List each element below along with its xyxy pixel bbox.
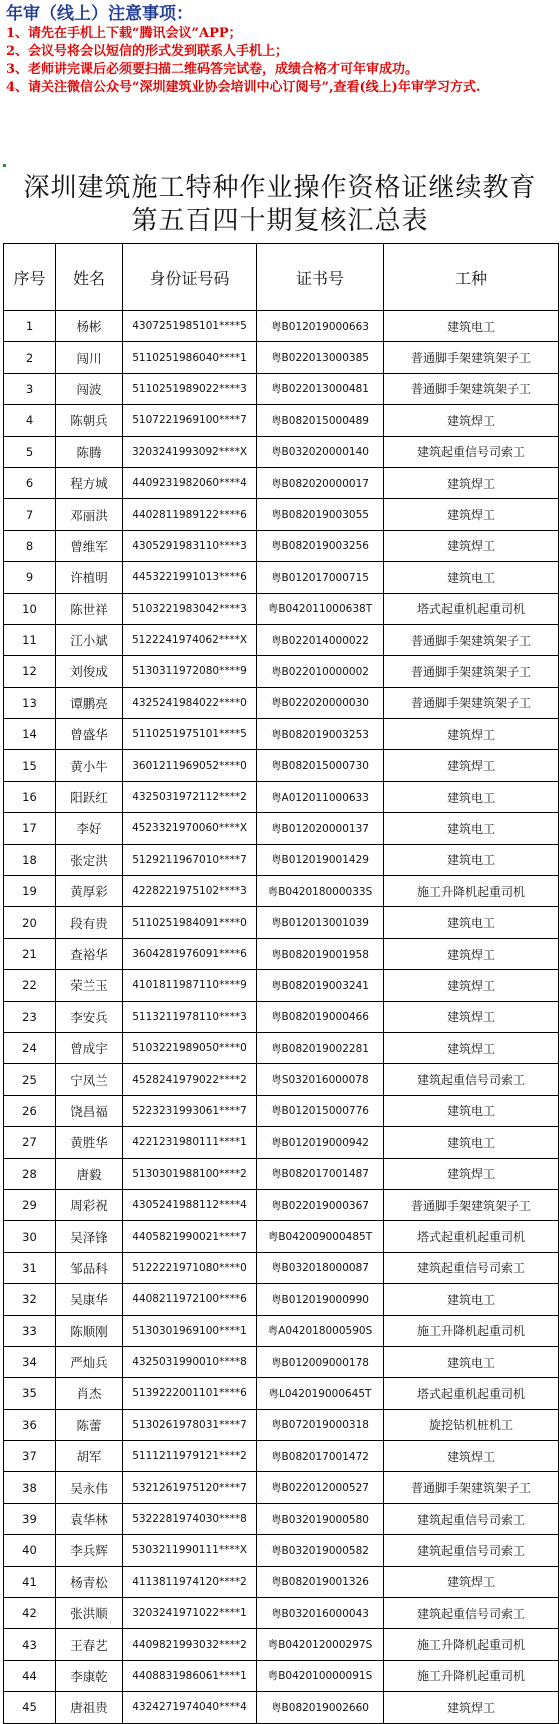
table-row <box>4 1064 559 1095</box>
cell-id-number: 4405821990021****7 <box>123 1221 257 1252</box>
cell-seq: 17 <box>4 813 56 844</box>
cell-certificate-number: 粤B032018000087 <box>257 1252 384 1283</box>
cell-name: 李好 <box>56 813 123 844</box>
table-row <box>4 907 559 938</box>
cell-job-type: 施工升降机起重司机 <box>384 1315 559 1346</box>
cell-id-number: 5110251975101****5 <box>123 719 257 750</box>
cell-name: 程方城 <box>56 467 123 498</box>
cell-id-number: 5122241974062****X <box>123 624 257 655</box>
cell-job-type: 建筑焊工 <box>384 467 559 498</box>
cell-id-number: 5130301969100****1 <box>123 1315 257 1346</box>
cell-id-number: 4221231980111****1 <box>123 1127 257 1158</box>
cell-id-number: 5113211978110****3 <box>123 1001 257 1032</box>
table-header-row <box>4 244 559 311</box>
cell-seq: 13 <box>4 687 56 718</box>
header-job-type: 工种 <box>384 244 559 311</box>
cell-seq: 22 <box>4 970 56 1001</box>
table-row <box>4 1189 559 1220</box>
cell-id-number: 3203241971022****1 <box>123 1598 257 1629</box>
cell-certificate-number: 粤B082019003256 <box>257 530 384 561</box>
cell-seq: 4 <box>4 405 56 436</box>
cell-certificate-number: 粤B042018000033S <box>257 876 384 907</box>
cell-id-number: 5129211967010****7 <box>123 844 257 875</box>
cell-name: 李兵辉 <box>56 1535 123 1566</box>
cell-name: 李安兵 <box>56 1001 123 1032</box>
header-name: 姓名 <box>56 244 123 311</box>
cell-id-number: 4307251985101****5 <box>123 311 257 342</box>
table-row <box>4 876 559 907</box>
cell-seq: 40 <box>4 1535 56 1566</box>
cell-certificate-number: 粤S032016000078 <box>257 1064 384 1095</box>
cell-name: 许植明 <box>56 562 123 593</box>
cell-job-type: 建筑起重信号司索工 <box>384 1535 559 1566</box>
cell-name: 陈朝兵 <box>56 405 123 436</box>
cell-certificate-number: 粤B012013001039 <box>257 907 384 938</box>
table-row <box>4 467 559 498</box>
table-row <box>4 1441 559 1472</box>
cell-job-type: 施工升降机起重司机 <box>384 1660 559 1691</box>
cell-certificate-number: 粤B022012000527 <box>257 1472 384 1503</box>
cell-certificate-number: 粤B082019001326 <box>257 1566 384 1597</box>
table-row <box>4 1284 559 1315</box>
cell-certificate-number: 粤B082019003055 <box>257 499 384 530</box>
table-row <box>4 1221 559 1252</box>
cell-seq: 15 <box>4 750 56 781</box>
cell-certificate-number: 粤B012019000942 <box>257 1127 384 1158</box>
cell-name: 吴康华 <box>56 1284 123 1315</box>
notice-section <box>6 3 556 97</box>
cell-id-number: 4305241988112****4 <box>123 1189 257 1220</box>
cell-certificate-number: 粤B082015000489 <box>257 405 384 436</box>
cell-id-number: 5322281974030****8 <box>123 1503 257 1534</box>
table-row <box>4 1598 559 1629</box>
cell-certificate-number: 粤B072019000318 <box>257 1409 384 1440</box>
cell-job-type: 建筑电工 <box>384 813 559 844</box>
cell-job-type: 塔式起重机起重司机 <box>384 1378 559 1409</box>
cell-certificate-number: 粤B022013000385 <box>257 342 384 373</box>
cell-id-number: 4325031990010****8 <box>123 1346 257 1377</box>
notice-title: 年审（线上）注意事项： <box>6 4 193 24</box>
cell-seq: 41 <box>4 1566 56 1597</box>
cell-name: 黄小牛 <box>56 750 123 781</box>
cell-seq: 39 <box>4 1503 56 1534</box>
cell-name: 邓丽洪 <box>56 499 123 530</box>
cell-id-number: 5130301988100****2 <box>123 1158 257 1189</box>
cell-job-type: 普通脚手架建筑架子工 <box>384 342 559 373</box>
cell-name: 周彩祝 <box>56 1189 123 1220</box>
notice-line: 2、会议号将会以短信的形式发到联系人手机上； <box>6 44 289 59</box>
cell-job-type: 建筑起重信号司索工 <box>384 1064 559 1095</box>
cell-job-type: 建筑电工 <box>384 311 559 342</box>
cell-certificate-number: 粤B032019000582 <box>257 1535 384 1566</box>
cell-name: 段有贵 <box>56 907 123 938</box>
cell-certificate-number: 粤B022019000367 <box>257 1189 384 1220</box>
table-row <box>4 1378 559 1409</box>
cell-id-number: 4228221975102****3 <box>123 876 257 907</box>
cell-id-number: 3203241993092****X <box>123 436 257 467</box>
cell-seq: 24 <box>4 1032 56 1063</box>
cell-id-number: 3604281976091****6 <box>123 938 257 969</box>
cell-job-type: 建筑焊工 <box>384 530 559 561</box>
cell-certificate-number: 粤B022013000481 <box>257 373 384 404</box>
cell-job-type: 建筑焊工 <box>384 499 559 530</box>
table-row <box>4 938 559 969</box>
table-row <box>4 405 559 436</box>
cell-seq: 7 <box>4 499 56 530</box>
cell-name: 王春艺 <box>56 1629 123 1660</box>
cell-id-number: 4409231982060****4 <box>123 467 257 498</box>
cell-name: 陈蕾 <box>56 1409 123 1440</box>
table-row <box>4 970 559 1001</box>
table-row <box>4 499 559 530</box>
cell-certificate-number: 粤B042011000638T <box>257 593 384 624</box>
cell-certificate-number: 粤B022020000030 <box>257 687 384 718</box>
cell-seq: 21 <box>4 938 56 969</box>
cell-job-type: 建筑电工 <box>384 1127 559 1158</box>
cell-job-type: 旋挖钻机桩机工 <box>384 1409 559 1440</box>
table-row <box>4 1127 559 1158</box>
cell-id-number: 4324271974040****4 <box>123 1692 257 1723</box>
cell-id-number: 5321261975120****7 <box>123 1472 257 1503</box>
cell-name: 肖杰 <box>56 1378 123 1409</box>
summary-table <box>3 243 559 1724</box>
cell-certificate-number: 粤B082017001472 <box>257 1441 384 1472</box>
cell-seq: 28 <box>4 1158 56 1189</box>
cell-job-type: 建筑电工 <box>384 1095 559 1126</box>
cell-name: 邹品科 <box>56 1252 123 1283</box>
cell-seq: 12 <box>4 656 56 687</box>
cell-id-number: 5139222001101****6 <box>123 1378 257 1409</box>
cell-id-number: 4408831986061****1 <box>123 1660 257 1691</box>
cell-seq: 23 <box>4 1001 56 1032</box>
cell-id-number: 4453221991013****6 <box>123 562 257 593</box>
cell-seq: 29 <box>4 1189 56 1220</box>
cell-name: 黄胜华 <box>56 1127 123 1158</box>
table-row <box>4 1001 559 1032</box>
cell-seq: 16 <box>4 781 56 812</box>
cell-name: 查裕华 <box>56 938 123 969</box>
notice-line: 3、老师讲完课后必须要扫描二维码答完试卷，成绩合格才可年审成功。 <box>6 62 419 77</box>
cell-seq: 36 <box>4 1409 56 1440</box>
cell-job-type: 塔式起重机起重司机 <box>384 593 559 624</box>
cell-seq: 6 <box>4 467 56 498</box>
cell-name: 杨彬 <box>56 311 123 342</box>
cell-name: 唐祖贵 <box>56 1692 123 1723</box>
cell-seq: 44 <box>4 1660 56 1691</box>
cell-id-number: 4305291983110****3 <box>123 530 257 561</box>
table-row <box>4 342 559 373</box>
cell-name: 刘俊成 <box>56 656 123 687</box>
cell-name: 胡军 <box>56 1441 123 1472</box>
cell-certificate-number: 粤A042018000590S <box>257 1315 384 1346</box>
cell-job-type: 普通脚手架建筑架子工 <box>384 373 559 404</box>
cell-job-type: 施工升降机起重司机 <box>384 1629 559 1660</box>
cell-job-type: 施工升降机起重司机 <box>384 876 559 907</box>
cell-certificate-number: 粤B042009000485T <box>257 1221 384 1252</box>
table-row <box>4 1346 559 1377</box>
cell-certificate-number: 粤B082019003241 <box>257 970 384 1001</box>
cell-job-type: 建筑焊工 <box>384 1032 559 1063</box>
table-row <box>4 1692 559 1723</box>
table-row <box>4 593 559 624</box>
page-subtitle: 第五百四十期复核汇总表 <box>131 206 429 236</box>
cell-seq: 14 <box>4 719 56 750</box>
table-row <box>4 1566 559 1597</box>
header-seq: 序号 <box>4 244 56 311</box>
cell-id-number: 5110251984091****0 <box>123 907 257 938</box>
cell-id-number: 5130311972080****9 <box>123 656 257 687</box>
table-row <box>4 719 559 750</box>
cell-id-number: 4113811974120****2 <box>123 1566 257 1597</box>
cell-name: 吴泽锋 <box>56 1221 123 1252</box>
table-row <box>4 1629 559 1660</box>
cell-job-type: 建筑起重信号司索工 <box>384 1598 559 1629</box>
cell-certificate-number: 粤A012011000633 <box>257 781 384 812</box>
cell-job-type: 建筑电工 <box>384 907 559 938</box>
corner-mark <box>3 164 6 167</box>
cell-id-number: 5111211979121****2 <box>123 1441 257 1472</box>
cell-id-number: 5110251989022****3 <box>123 373 257 404</box>
cell-seq: 2 <box>4 342 56 373</box>
cell-id-number: 5107221969100****7 <box>123 405 257 436</box>
cell-id-number: 4325031972112****2 <box>123 781 257 812</box>
cell-seq: 30 <box>4 1221 56 1252</box>
cell-name: 袁华林 <box>56 1503 123 1534</box>
cell-id-number: 5103221989050****0 <box>123 1032 257 1063</box>
table-row <box>4 436 559 467</box>
cell-seq: 8 <box>4 530 56 561</box>
cell-seq: 26 <box>4 1095 56 1126</box>
cell-job-type: 建筑焊工 <box>384 938 559 969</box>
cell-seq: 45 <box>4 1692 56 1723</box>
cell-seq: 20 <box>4 907 56 938</box>
cell-name: 闯波 <box>56 373 123 404</box>
cell-seq: 35 <box>4 1378 56 1409</box>
cell-job-type: 普通脚手架建筑架子工 <box>384 1189 559 1220</box>
cell-seq: 27 <box>4 1127 56 1158</box>
cell-id-number: 4523321970060****X <box>123 813 257 844</box>
cell-job-type: 建筑焊工 <box>384 970 559 1001</box>
cell-id-number: 3601211969052****0 <box>123 750 257 781</box>
cell-job-type: 建筑起重信号司索工 <box>384 436 559 467</box>
cell-name: 谭鹏亮 <box>56 687 123 718</box>
cell-seq: 32 <box>4 1284 56 1315</box>
header-id-number: 身份证号码 <box>123 244 257 311</box>
cell-certificate-number: 粤B082019000466 <box>257 1001 384 1032</box>
cell-seq: 33 <box>4 1315 56 1346</box>
table-row <box>4 1158 559 1189</box>
cell-seq: 42 <box>4 1598 56 1629</box>
cell-certificate-number: 粤B012019000990 <box>257 1284 384 1315</box>
cell-seq: 1 <box>4 311 56 342</box>
header-certificate-number: 证书号 <box>257 244 384 311</box>
cell-job-type: 建筑起重信号司索工 <box>384 1252 559 1283</box>
cell-id-number: 5303211990111****X <box>123 1535 257 1566</box>
cell-job-type: 普通脚手架建筑架子工 <box>384 687 559 718</box>
cell-name: 杨青松 <box>56 1566 123 1597</box>
cell-job-type: 建筑电工 <box>384 844 559 875</box>
cell-certificate-number: 粤B082019002281 <box>257 1032 384 1063</box>
cell-job-type: 建筑焊工 <box>384 750 559 781</box>
table-row <box>4 687 559 718</box>
cell-id-number: 5110251986040****1 <box>123 342 257 373</box>
table-row <box>4 624 559 655</box>
table-row <box>4 1095 559 1126</box>
cell-job-type: 普通脚手架建筑架子工 <box>384 656 559 687</box>
cell-job-type: 建筑焊工 <box>384 1158 559 1189</box>
cell-name: 张定洪 <box>56 844 123 875</box>
cell-certificate-number: 粤B032020000140 <box>257 436 384 467</box>
cell-seq: 43 <box>4 1629 56 1660</box>
cell-certificate-number: 粤B012020000137 <box>257 813 384 844</box>
cell-seq: 11 <box>4 624 56 655</box>
cell-name: 宁凤兰 <box>56 1064 123 1095</box>
cell-name: 曾维军 <box>56 530 123 561</box>
cell-id-number: 4402811989122****6 <box>123 499 257 530</box>
table-row <box>4 1032 559 1063</box>
cell-id-number: 4408211972100****6 <box>123 1284 257 1315</box>
table-row <box>4 1535 559 1566</box>
cell-seq: 9 <box>4 562 56 593</box>
cell-certificate-number: 粤B012017000715 <box>257 562 384 593</box>
table-body <box>4 311 559 1724</box>
cell-job-type: 建筑电工 <box>384 1284 559 1315</box>
table-row <box>4 813 559 844</box>
cell-name: 陈世祥 <box>56 593 123 624</box>
cell-name: 曾盛华 <box>56 719 123 750</box>
cell-seq: 19 <box>4 876 56 907</box>
cell-id-number: 5130261978031****7 <box>123 1409 257 1440</box>
table-row <box>4 1315 559 1346</box>
cell-certificate-number: 粤B082019001958 <box>257 938 384 969</box>
cell-job-type: 建筑焊工 <box>384 1001 559 1032</box>
cell-name: 黄厚彩 <box>56 876 123 907</box>
cell-job-type: 建筑电工 <box>384 781 559 812</box>
cell-job-type: 建筑起重信号司索工 <box>384 1503 559 1534</box>
cell-id-number: 4325241984022****0 <box>123 687 257 718</box>
page-title: 深圳建筑施工特种作业操作资格证继续教育 <box>23 173 537 203</box>
cell-certificate-number: 粤B022010000002 <box>257 656 384 687</box>
cell-seq: 18 <box>4 844 56 875</box>
cell-seq: 10 <box>4 593 56 624</box>
cell-name: 阳跃红 <box>56 781 123 812</box>
cell-job-type: 建筑电工 <box>384 562 559 593</box>
cell-job-type: 建筑焊工 <box>384 405 559 436</box>
cell-name: 严灿兵 <box>56 1346 123 1377</box>
table-row <box>4 1503 559 1534</box>
table-row <box>4 311 559 342</box>
cell-certificate-number: 粤B082020000017 <box>257 467 384 498</box>
cell-seq: 3 <box>4 373 56 404</box>
cell-seq: 31 <box>4 1252 56 1283</box>
cell-certificate-number: 粤B032016000043 <box>257 1598 384 1629</box>
cell-job-type: 建筑焊工 <box>384 1566 559 1597</box>
cell-seq: 37 <box>4 1441 56 1472</box>
cell-name: 吴永伟 <box>56 1472 123 1503</box>
cell-job-type: 建筑焊工 <box>384 719 559 750</box>
cell-id-number: 4528241979022****2 <box>123 1064 257 1095</box>
cell-seq: 38 <box>4 1472 56 1503</box>
table-row <box>4 373 559 404</box>
cell-seq: 34 <box>4 1346 56 1377</box>
cell-name: 江小斌 <box>56 624 123 655</box>
cell-name: 张洪顺 <box>56 1598 123 1629</box>
cell-job-type: 建筑焊工 <box>384 1692 559 1723</box>
cell-name: 陈顺刚 <box>56 1315 123 1346</box>
table-row <box>4 844 559 875</box>
cell-job-type: 普通脚手架建筑架子工 <box>384 624 559 655</box>
cell-name: 李康乾 <box>56 1660 123 1691</box>
table-row <box>4 781 559 812</box>
cell-name: 闯川 <box>56 342 123 373</box>
cell-name: 曾成宇 <box>56 1032 123 1063</box>
cell-certificate-number: 粤B082015000730 <box>257 750 384 781</box>
cell-certificate-number: 粤B082019003253 <box>257 719 384 750</box>
cell-seq: 5 <box>4 436 56 467</box>
table-row <box>4 562 559 593</box>
cell-certificate-number: 粤B032019000580 <box>257 1503 384 1534</box>
cell-certificate-number: 粤B012019000663 <box>257 311 384 342</box>
cell-certificate-number: 粤B042010000091S <box>257 1660 384 1691</box>
cell-job-type: 塔式起重机起重司机 <box>384 1221 559 1252</box>
notice-line: 4、请关注微信公众号“深圳建筑业协会培训中心订阅号”,查看(线上)年审学习方式. <box>6 80 481 95</box>
table-row <box>4 1409 559 1440</box>
cell-id-number: 5103221983042****3 <box>123 593 257 624</box>
table-row <box>4 750 559 781</box>
table-row <box>4 1472 559 1503</box>
cell-job-type: 建筑焊工 <box>384 1441 559 1472</box>
cell-name: 饶昌福 <box>56 1095 123 1126</box>
cell-certificate-number: 粤B012019001429 <box>257 844 384 875</box>
cell-job-type: 建筑电工 <box>384 1346 559 1377</box>
cell-certificate-number: 粤B012009000178 <box>257 1346 384 1377</box>
cell-id-number: 4101811987110****9 <box>123 970 257 1001</box>
cell-name: 陈腾 <box>56 436 123 467</box>
cell-certificate-number: 粤B012015000776 <box>257 1095 384 1126</box>
table-row <box>4 1660 559 1691</box>
notice-line: 1、请先在手机上下载“腾讯会议”APP； <box>6 26 242 41</box>
cell-name: 荣兰玉 <box>56 970 123 1001</box>
cell-certificate-number: 粤L042019000645T <box>257 1378 384 1409</box>
cell-id-number: 4409821993032****2 <box>123 1629 257 1660</box>
cell-certificate-number: 粤B082019002660 <box>257 1692 384 1723</box>
table-row <box>4 656 559 687</box>
cell-id-number: 5122221971080****0 <box>123 1252 257 1283</box>
cell-certificate-number: 粤B022014000022 <box>257 624 384 655</box>
table-row <box>4 530 559 561</box>
cell-id-number: 5223231993061****7 <box>123 1095 257 1126</box>
cell-certificate-number: 粤B082017001487 <box>257 1158 384 1189</box>
table-row <box>4 1252 559 1283</box>
cell-certificate-number: 粤B042012000297S <box>257 1629 384 1660</box>
cell-seq: 25 <box>4 1064 56 1095</box>
cell-job-type: 普通脚手架建筑架子工 <box>384 1472 559 1503</box>
cell-name: 唐毅 <box>56 1158 123 1189</box>
